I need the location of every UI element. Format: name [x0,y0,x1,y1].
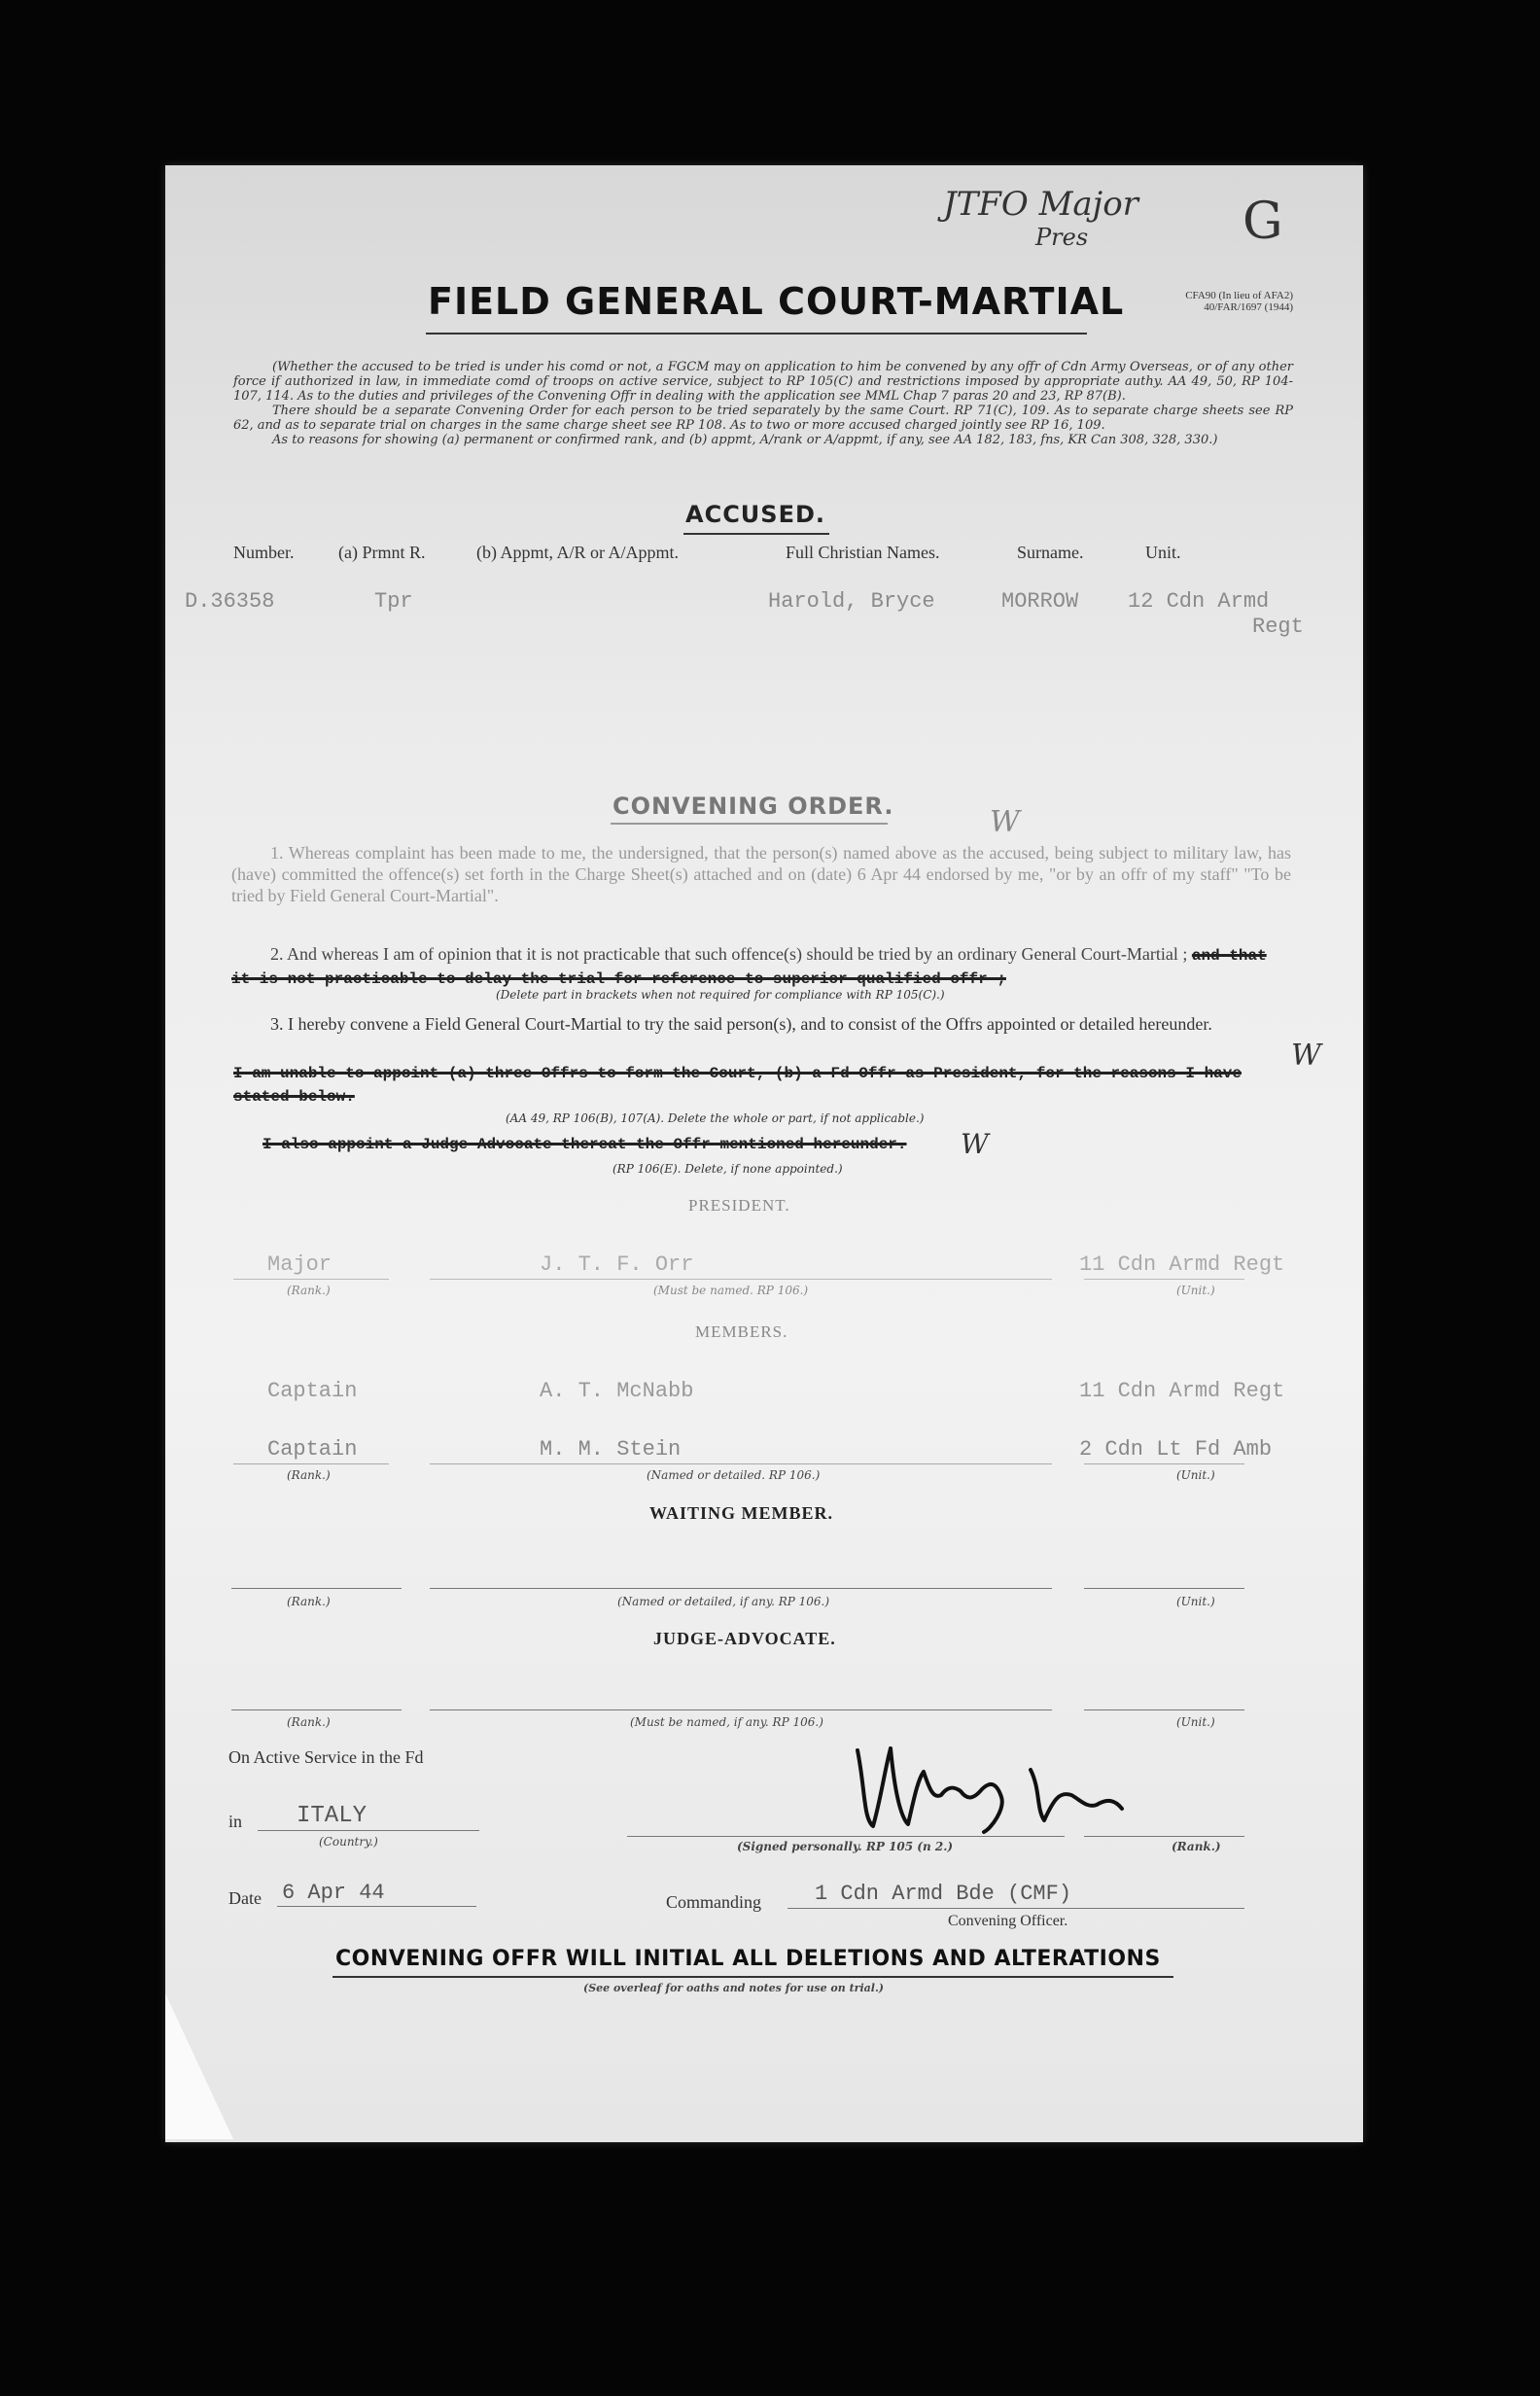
member-rank-line [233,1463,389,1464]
header-notes [233,360,1293,447]
form-title: FIELD GENERAL COURT-MARTIAL [428,280,1125,323]
waiting-name-line [430,1588,1052,1589]
date-label: Date [228,1888,262,1908]
member-2-name: M. M. Stein [540,1437,682,1462]
date-value: 6 Apr 44 [282,1881,385,1905]
form-ref-line1: CFA90 (In lieu of AFA2) [1185,290,1293,301]
member-name-line [430,1463,1052,1464]
president-unit-label: (Unit.) [1176,1284,1215,1297]
in-label: in [228,1812,243,1831]
judge-name-line [430,1709,1052,1710]
waiting-name-label: (Named or detailed, if any. RP 106.) [617,1595,830,1608]
handwritten-note: JTFO Major [943,185,1138,224]
president-heading: PRESIDENT. [688,1196,790,1215]
accused-unit: 12 Cdn Armd [1128,589,1270,614]
commanding-line [788,1908,1244,1909]
member-1-rank: Captain [267,1379,358,1403]
struck-clause-b-note: (RP 106(E). Delete, if none appointed.) [612,1162,843,1176]
convening-para-2 [231,943,1291,990]
handwritten-note-line2: Pres [1035,224,1089,251]
waiting-unit-line [1084,1588,1244,1589]
initials-2: W [1291,1039,1321,1073]
convening-underline [611,823,888,825]
country-label: (Country.) [319,1835,378,1849]
president-rank-label: (Rank.) [287,1284,331,1297]
active-service-text: On Active Service in the Fd [228,1747,424,1767]
struck-clause-b: I also appoint a Judge-Advocate thereat the Offr mentioned hereunder. [262,1136,907,1153]
note-1: (Whether the accused to be tried is under his comd or not, a FGCM may on application to him be convened by any offr of Cdn Army Overseas, or of any other force if authorized in law, in immediate comd of troops on active service, subject to RP 105(C) and restrictions imposed by appropriate authy. AA 49, 50, RP 104-107, 114. As to the duties and privileges of the Convening Offr in dealing with the application see MML Chap 7 paras 20 and 23, RP 87(B). [233,360,1293,404]
member-2-rank: Captain [267,1437,358,1462]
waiting-unit-label: (Unit.) [1176,1595,1215,1608]
bottom-note: (See overleaf for oaths and notes for use on trial.) [583,1982,884,1994]
judge-rank-line [231,1709,402,1710]
judge-heading: JUDGE-ADVOCATE. [653,1629,836,1648]
initials-3: W [961,1128,989,1160]
initials-1: W [990,805,1020,839]
folded-corner [165,1993,233,2139]
col-unit: Unit. [1145,543,1181,562]
president-rank: Major [267,1252,332,1277]
struck-clause-a: I am unable to appoint (a) three Offrs to form the Court, (b) a Fd Offr as President, for the reasons I have stated below. [233,1065,1242,1106]
para-2-note: (Delete part in brackets when not required for compliance with RP 105(C).) [496,988,945,1002]
title-underline [426,333,1087,335]
president-name: J. T. F. Orr [540,1252,694,1277]
judge-rank-label: (Rank.) [287,1715,331,1729]
convening-para-1: 1. Whereas complaint has been made to me, the undersigned, that the person(s) named above as the accused, being subject to military law, has (have) committed the offence(s) set forth in the Charge Sheet(s) attached and on (date) 6 Apr 44 endorsed by me, "or by an offr of my staff" "To be tried by Field General Court-Martial". [231,843,1291,905]
signature-text [865,1799,871,1800]
bottom-title-underline [332,1976,1173,1978]
note-3: As to reasons for showing (a) permanent or confirmed rank, and (b) appmt, A/rank or A/appmt, if any, see AA 182, 183, fns, KR Can 308, 328, 330.) [272,433,1218,447]
para-2-text: 2. And whereas I am of opinion that it is not practicable that such offence(s) should be tried by an ordinary General Court-Martial ; [270,944,1188,964]
accused-number: D.36358 [185,589,275,614]
date-line [277,1906,476,1907]
president-name-line [430,1279,1052,1280]
accused-names: Harold, Bryce [768,589,935,614]
judge-unit-line [1084,1709,1244,1710]
president-unit: 11 Cdn Armd Regt [1079,1252,1285,1277]
president-rank-line [233,1279,389,1280]
member-1-unit: 11 Cdn Armd Regt [1079,1379,1285,1403]
member-2-unit: 2 Cdn Lt Fd Amb [1079,1437,1273,1462]
col-prmnt-rank: (a) Prmnt R. [338,543,426,562]
signature-line [627,1836,1065,1837]
judge-unit-label: (Unit.) [1176,1715,1215,1729]
accused-surname: MORROW [1001,589,1079,614]
member-1-name: A. T. McNabb [540,1379,694,1403]
members-heading: MEMBERS. [695,1322,788,1341]
signed-label: (Signed personally. RP 105 (n 2.) [737,1840,954,1853]
accused-heading: ACCUSED. [685,501,826,528]
convening-officer-label: Convening Officer. [948,1913,1068,1929]
signature-scrawl [846,1731,1138,1838]
form-sheet [165,165,1363,2142]
col-christian-names: Full Christian Names. [786,543,940,562]
country-line [258,1830,479,1831]
waiting-heading: WAITING MEMBER. [649,1503,834,1523]
accused-unit-line2: Regt [1252,615,1304,639]
para-2-struck: and that it is not practicable to delay the trial for reference to superior qualified offr ; [231,947,1267,988]
form-ref [1128,290,1293,313]
col-surname: Surname. [1017,543,1084,562]
judge-name-label: (Must be named, if any. RP 106.) [630,1715,823,1729]
col-number: Number. [233,543,295,562]
struck-clause-a-note: (AA 49, RP 106(B), 107(A). Delete the whole or part, if not applicable.) [506,1111,925,1125]
convening-heading: CONVENING ORDER. [612,793,894,820]
signature-rank-line [1084,1836,1244,1837]
bottom-title: CONVENING OFFR WILL INITIAL ALL DELETIONS AND ALTERATIONS [335,1947,1161,1971]
member-unit-line [1084,1463,1244,1464]
note-2: There should be a separate Convening Order for each person to be tried separately by the same Court. RP 71(C), 109. As to separate charge sheets see RP 62, and as to separate trial on charges in the same charge sheet see RP 108. As to two or more accused charged jointly see RP 16, 109. [233,404,1293,433]
signature-rank-label: (Rank.) [1172,1840,1221,1853]
member-name-label: (Named or detailed. RP 106.) [647,1468,821,1482]
accused-underline [683,533,829,535]
member-rank-label: (Rank.) [287,1468,331,1482]
country-value: ITALY [297,1803,368,1829]
president-unit-line [1084,1279,1244,1280]
waiting-rank-label: (Rank.) [287,1595,331,1608]
col-appmt: (b) Appmt, A/R or A/Appmt. [476,543,680,562]
convening-para-3: 3. I hereby convene a Field General Court-Martial to try the said person(s), and to consist of the Offrs appointed or detailed hereunder. [270,1014,1212,1034]
commanding-value: 1 Cdn Armd Bde (CMF) [815,1882,1072,1906]
commanding-label: Commanding [666,1892,761,1912]
waiting-rank-line [231,1588,402,1589]
handwritten-letter: G [1242,193,1283,251]
member-unit-label: (Unit.) [1176,1468,1215,1482]
accused-rank: Tpr [374,589,413,614]
president-name-label: (Must be named. RP 106.) [653,1284,809,1297]
form-ref-line2: 40/FAR/1697 (1944) [1204,301,1293,313]
